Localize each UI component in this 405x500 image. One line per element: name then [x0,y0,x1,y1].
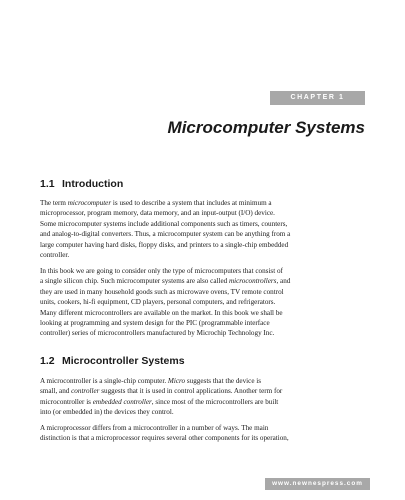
section-number: 1.1 [40,178,55,190]
paragraph [40,376,365,418]
text-run: they are used in many household goods such as microwave ovens, TV remote control [40,287,284,296]
text-run: , since most of the microcontrollers are built [151,397,279,406]
text-run: microprocessor, program memory, data memory, and an input-output (I/O) device. [40,209,275,218]
footer-url[interactable]: www.newnespress.com [265,478,370,490]
text-line [40,266,365,276]
text-run: looking at programming and system design for the PIC (programmable interface [40,319,270,328]
text-line [40,318,365,328]
text-run: controller) series of microcontrollers manufactured by Microchip Technology Inc. [40,329,275,338]
text-run: Many different microcontrollers are available on the market. In this book we shall be [40,308,283,317]
chapter-label: CHAPTER 1 [270,91,365,105]
text-run: is used to describe a system that includes at minimum a [111,199,272,207]
text-line [40,287,365,297]
text-line [40,433,365,443]
text-line [40,240,365,250]
text-run: units, cookers, hi-fi equipment, CD players, personal computers, and refrigerators. [40,298,276,307]
section-heading-1-1 [40,178,123,190]
italic-term: microcontrollers [228,277,277,286]
text-run: a single silicon chip. Such microcomputer systems are also called [40,277,229,286]
text-line [40,229,365,239]
text-line [40,397,365,407]
text-run: , and [276,277,291,286]
text-line [40,328,365,338]
text-line [40,407,365,417]
italic-term: Micro [167,377,186,385]
text-line [40,376,365,386]
text-run: A microprocessor differs from a microcontroller in a number of ways. The main [40,424,269,432]
text-run: into (or embedded in) the devices they control. [40,408,174,417]
paragraph [40,423,365,444]
paragraph [40,198,365,260]
text-run: suggests that it is used in control applications. Another term for [99,387,283,396]
italic-term: embedded controller [92,397,152,406]
text-line [40,219,365,229]
section-heading-1-2 [40,355,185,367]
text-run: microcontroller is [40,397,93,406]
text-line [40,276,365,286]
text-line [40,250,365,260]
section-title: Microcontroller Systems [62,355,185,367]
text-run: small, and [40,387,72,396]
text-run: In this book we are going to consider only the type of microcomputers that consist of [40,267,283,275]
text-run: The term [40,199,68,207]
text-line [40,423,365,433]
text-run: controller. [40,251,70,260]
italic-term: controller [71,387,100,396]
text-line [40,297,365,307]
italic-term: microcomputer [67,199,112,207]
text-line [40,308,365,318]
text-run: and analog-to-digital converters. Thus, a microcomputer system can be anything from a [40,230,291,239]
text-line [40,386,365,396]
text-line [40,208,365,218]
text-run: large computer having hard disks, floppy disks, and printers to a single-chip embedded [40,240,289,249]
text-run: Some microcomputer systems include additional components such as timers, counters, [40,219,288,228]
section-title: Introduction [62,178,124,190]
chapter-title: Microcomputer Systems [167,118,365,137]
text-run: suggests that the device is [185,377,262,385]
text-line [40,198,365,208]
section-number: 1.2 [40,355,55,367]
paragraph [40,266,365,339]
text-run: A microcontroller is a single-chip computer. [40,377,168,385]
text-run: distinction is that a microprocessor requires several other components for its operation, [40,434,289,443]
